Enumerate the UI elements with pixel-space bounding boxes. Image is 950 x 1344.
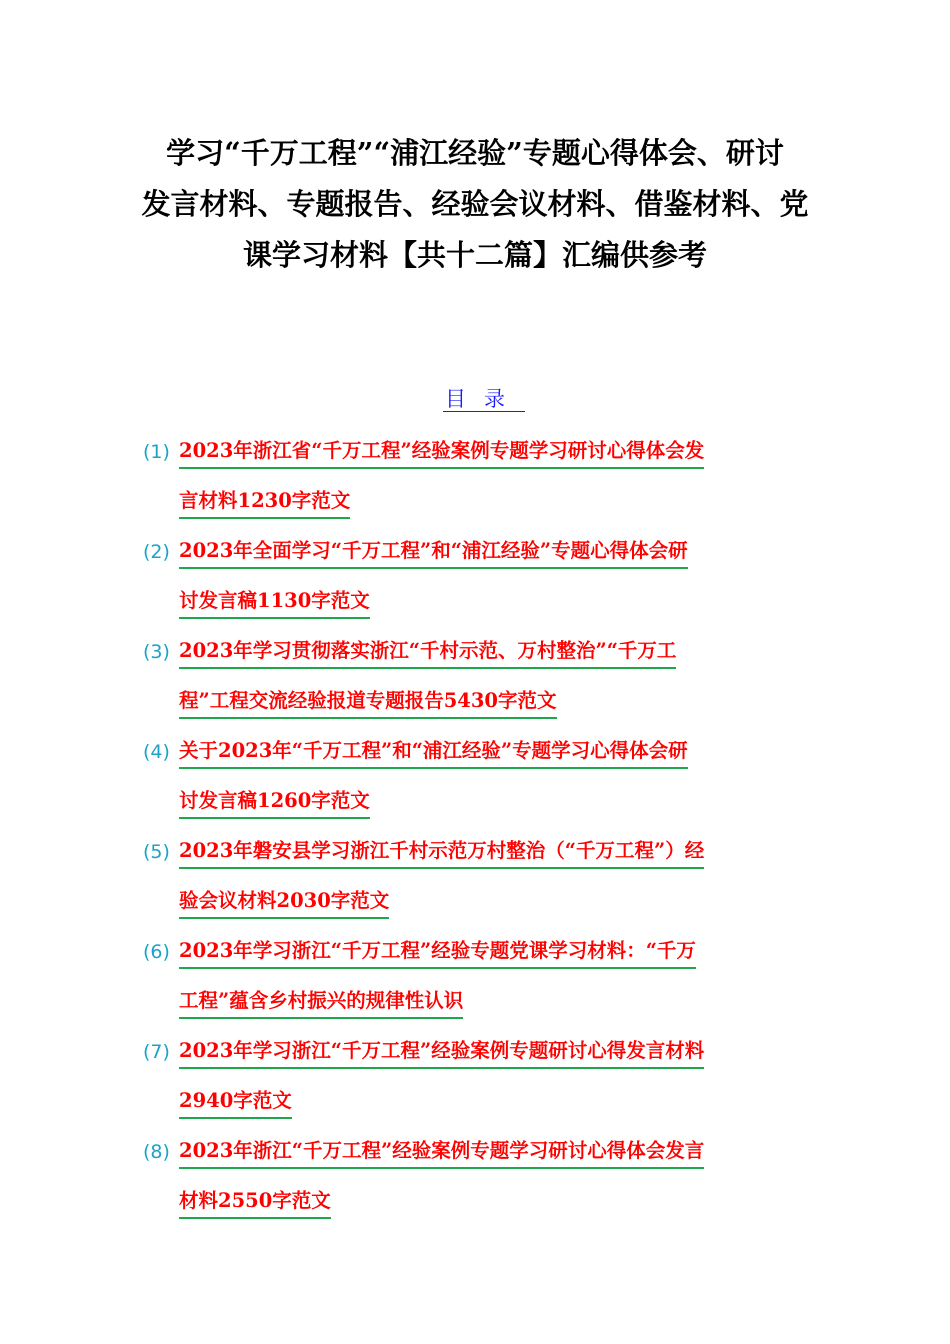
toc-item-link-line-1[interactable]: 2023年学习浙江“千万工程”经验案例专题研讨心得发言材料 [179,1036,704,1069]
toc-item-number: (7) [143,1041,170,1063]
toc-item-link-line-2[interactable]: 讨发言稿1130字范文 [179,586,370,619]
toc-item[interactable] [143,930,803,1030]
toc-item-link-line-2[interactable]: 2940字范文 [179,1086,292,1119]
toc-item-link-line-1[interactable]: 2023年学习贯彻落实浙江“千村示范、万村整治”“千万工 [179,636,676,669]
toc-item-link-line-2[interactable]: 程”工程交流经验报道专题报告5430字范文 [179,686,557,719]
toc-item-number: (4) [143,741,170,763]
document-title [120,128,830,281]
toc-item-link-line-1[interactable]: 关于2023年“千万工程”和“浦江经验”专题学习心得体会研 [179,736,688,769]
toc-item-link-line-1[interactable]: 2023年浙江省“千万工程”经验案例专题学习研讨心得体会发 [179,436,704,469]
toc-list [143,430,803,1230]
title-line-3: 课学习材料【共十二篇】汇编供参考 [242,238,707,272]
toc-item-number: (6) [143,941,170,963]
toc-item-link-line-1[interactable]: 2023年全面学习“千万工程”和“浦江经验”专题心得体会研 [179,536,688,569]
toc-item[interactable] [143,730,803,830]
toc-item[interactable] [143,530,803,630]
toc-item-number: (2) [143,541,170,563]
toc-item[interactable] [143,1130,803,1230]
toc-item-link-line-1[interactable]: 2023年学习浙江“千万工程”经验专题党课学习材料：“千万 [179,936,696,969]
toc-item-link-line-1[interactable]: 2023年浙江“千万工程”经验案例专题学习研讨心得体会发言 [179,1136,704,1169]
toc-item-number: (3) [143,641,170,663]
title-line-2: 发言材料、专题报告、经验会议材料、借鉴材料、党 [141,187,809,221]
toc-item[interactable] [143,1030,803,1130]
toc-item-link-line-2[interactable]: 工程”蕴含乡村振兴的规律性认识 [179,986,463,1019]
toc-item-link-line-2[interactable]: 材料2550字范文 [179,1186,331,1219]
toc-item-link-line-2[interactable]: 验会议材料2030字范文 [179,886,389,919]
toc-item-number: (1) [143,441,170,463]
toc-item[interactable] [143,430,803,530]
toc-item-link-line-1[interactable]: 2023年磐安县学习浙江千村示范万村整治（“千万工程”）经 [179,836,704,869]
toc-item-link-line-2[interactable]: 讨发言稿1260字范文 [179,786,370,819]
toc-item-link-line-2[interactable]: 言材料1230字范文 [179,486,350,519]
toc-item-number: (5) [143,841,170,863]
toc-item-number: (8) [143,1141,170,1163]
toc-item[interactable] [143,830,803,930]
toc-heading[interactable] [0,384,950,414]
title-line-1: 学习“千万工程”“浦江经验”专题心得体会、研讨 [166,136,784,170]
toc-item[interactable] [143,630,803,730]
toc-heading-text[interactable]: 目录 [445,387,523,411]
